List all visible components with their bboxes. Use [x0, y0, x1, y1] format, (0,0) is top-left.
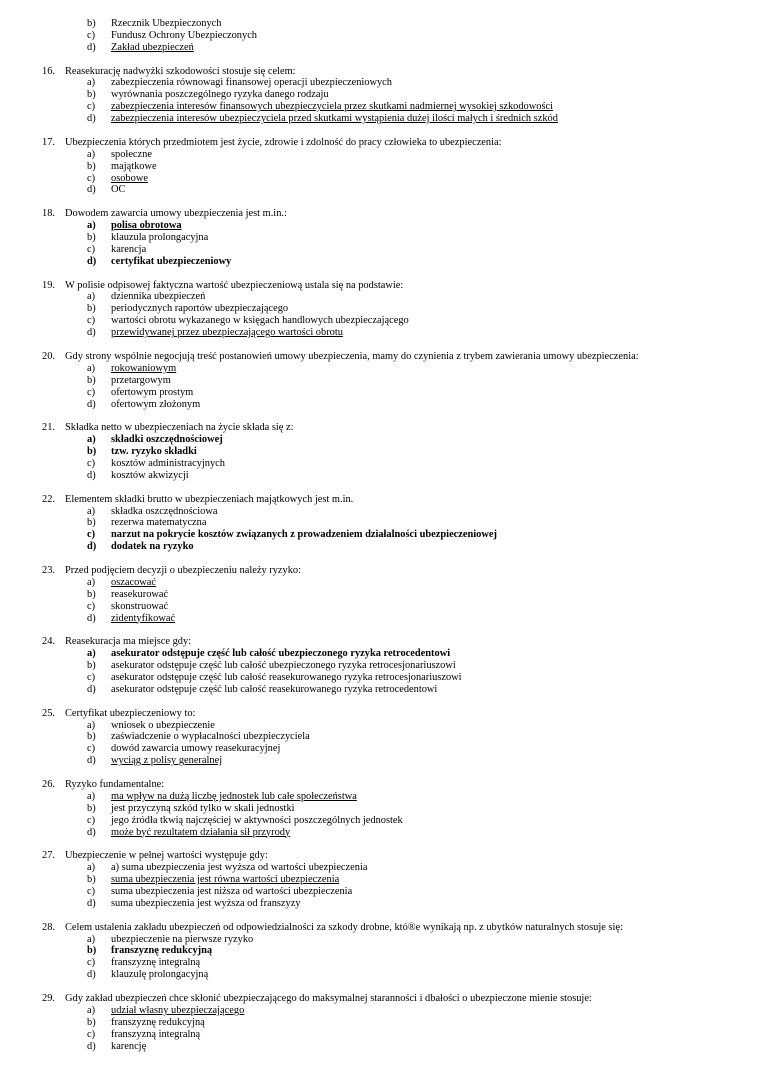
question-text: Przed podjęciem decyzji o ubezpieczeniu należy ryzyko:	[65, 564, 301, 576]
option-letter: c)	[87, 315, 96, 327]
answer-option	[0, 42, 760, 54]
question-line	[0, 66, 760, 78]
option-letter: b)	[87, 232, 96, 244]
answer-option	[0, 969, 760, 981]
option-text: skonstruować	[111, 600, 169, 612]
option-letter: b)	[87, 89, 96, 101]
question-block	[0, 922, 760, 981]
option-letter: a)	[87, 719, 96, 731]
option-text: rokowaniowym	[111, 362, 177, 374]
question-number: 29.	[42, 993, 55, 1005]
answer-option	[0, 387, 760, 399]
question-block	[0, 66, 760, 125]
option-letter: b)	[87, 18, 96, 29]
option-letter: a)	[87, 933, 96, 945]
question-block	[0, 636, 760, 695]
answer-option	[0, 589, 760, 601]
answer-option	[0, 613, 760, 625]
option-text: zidentyfikować	[111, 612, 176, 624]
option-text: zaświadczenie o wypłacalności ubezpieczyciela	[111, 731, 310, 743]
option-text: społeczne	[111, 148, 152, 160]
option-letter: d)	[87, 1040, 96, 1052]
answer-option	[0, 731, 760, 743]
option-text: rezerwa matematyczna	[111, 517, 207, 529]
option-text: wartości obrotu wykazanego w księgach handlowych ubezpieczającego	[111, 315, 409, 327]
option-letter: b)	[87, 446, 97, 458]
answer-option	[0, 803, 760, 815]
option-letter: a)	[87, 362, 96, 374]
answer-option	[0, 101, 760, 113]
option-text: zabezpieczenia interesów ubezpieczyciela przed skutkami wystąpienia dużej ilości małych i średnich szkód	[111, 113, 558, 125]
question-block	[0, 137, 760, 196]
question-block	[0, 708, 760, 767]
answer-option	[0, 244, 760, 256]
answer-option	[0, 184, 760, 196]
option-text: franszyznę redukcyjną	[111, 1016, 205, 1028]
answer-option	[0, 934, 760, 946]
question-text: Dowodem zawarcia umowy ubezpieczenia jest m.in.:	[65, 208, 287, 220]
option-text: dowód zawarcia umowy reasekuracyjnej	[111, 743, 281, 755]
answer-option	[0, 577, 760, 589]
question-line	[0, 137, 760, 149]
option-letter: c)	[87, 172, 96, 184]
answer-option	[0, 541, 760, 553]
answer-option	[0, 755, 760, 767]
answer-option	[0, 506, 760, 518]
answer-option	[0, 291, 760, 303]
option-text: narzut na pokrycie kosztów związanych z prowadzeniem działalności ubezpieczeniowej	[111, 529, 497, 541]
question-text: Reasekurację nadwyżki szkodowości stosuje się celem:	[65, 65, 296, 77]
option-letter: d)	[87, 897, 96, 909]
answer-option	[0, 791, 760, 803]
option-text: Fundusz Ochrony Ubezpieczonych	[111, 29, 258, 41]
option-text: klauzulę prolongacyjną	[111, 969, 209, 981]
option-text: asekurator odstępuje część lub całość ubezpieczonego ryzyka retrocesjonariuszowi	[111, 660, 456, 672]
option-text: a) suma ubezpieczenia jest wyższa od wartości ubezpieczenia	[111, 862, 368, 874]
question-number: 16.	[42, 65, 55, 77]
option-letter: d)	[87, 184, 96, 196]
option-letter: a)	[87, 77, 96, 89]
option-letter: c)	[87, 743, 96, 755]
question-text: Ryzyko fundamentalne:	[65, 779, 165, 790]
option-text: franszyznę redukcyjną	[111, 945, 213, 957]
option-letter: a)	[87, 648, 96, 660]
option-text: jest przyczyną szkód tylko w skali jednostki	[111, 802, 295, 814]
option-letter: b)	[87, 374, 96, 386]
answer-option	[0, 1017, 760, 1029]
option-letter: d)	[87, 683, 96, 695]
question-line	[0, 280, 760, 292]
answer-option	[0, 89, 760, 101]
question-block	[0, 208, 760, 267]
answer-option	[0, 862, 760, 874]
question-line	[0, 636, 760, 648]
option-letter: d)	[87, 969, 96, 981]
question-line	[0, 565, 760, 577]
option-letter: c)	[87, 529, 96, 541]
option-letter: c)	[87, 457, 96, 469]
question-text: Składka netto w ubezpieczeniach na życie składa się z:	[65, 422, 294, 434]
question-text: Reasekuracja ma miejsce gdy:	[65, 636, 192, 648]
option-letter: a)	[87, 790, 96, 802]
option-text: wniosek o ubezpieczenie	[111, 719, 215, 731]
answer-option	[0, 113, 760, 125]
option-letter: c)	[87, 886, 96, 898]
answer-option	[0, 743, 760, 755]
option-text: może być rezultatem działania sił przyrody	[111, 826, 291, 838]
option-letter: a)	[87, 291, 96, 303]
option-text: karencja	[111, 243, 147, 255]
answer-option	[0, 149, 760, 161]
question-text: Celem ustalenia zakładu ubezpieczeń od odpowiedzialności za szkody drobne, któ®e wynikają np. z ubytków naturalnych stosuje się:	[65, 921, 623, 933]
option-letter: d)	[87, 755, 96, 767]
answer-option	[0, 446, 760, 458]
option-letter: d)	[87, 255, 97, 267]
question-block	[0, 422, 760, 481]
option-letter: a)	[87, 434, 96, 446]
answer-option	[0, 1029, 760, 1041]
option-letter: b)	[87, 588, 96, 600]
question-number: 22.	[42, 493, 55, 505]
option-letter: d)	[87, 41, 96, 53]
option-text: suma ubezpieczenia jest wyższa od franszyzy	[111, 897, 301, 909]
option-text: zabezpieczenia równowagi finansowej operacji ubezpieczeniowych	[111, 77, 392, 89]
question-text: W polisie odpisowej faktyczna wartość ubezpieczeniową ustala się na podstawie:	[65, 279, 404, 291]
question-list	[0, 66, 760, 1053]
question-line	[0, 993, 760, 1005]
answer-option	[0, 957, 760, 969]
option-text: polisa obrotowa	[111, 220, 182, 232]
question-number: 21.	[42, 422, 55, 434]
option-text: kosztów akwizycji	[111, 469, 189, 481]
question-number: 26.	[42, 779, 55, 790]
option-letter: c)	[87, 386, 96, 398]
option-text: przetargowym	[111, 374, 171, 386]
question-text: Gdy strony wspólnie negocjują treść postanowień umowy ubezpieczenia, mamy do czynienia z trybem zawierania umowy ubezpieczenia:	[65, 350, 639, 362]
option-text: wyrównania poszczególnego ryzyka danego rodzaju	[111, 89, 329, 101]
option-letter: b)	[87, 731, 96, 743]
option-letter: b)	[87, 160, 96, 172]
question-number: 23.	[42, 564, 55, 576]
option-letter: a)	[87, 862, 96, 874]
answer-option	[0, 827, 760, 839]
option-text: asekurator odstępuje część lub całość reasekurowanego ryzyka retrocedentowi	[111, 683, 438, 695]
option-text: suma ubezpieczenia jest równa wartości ubezpieczenia	[111, 874, 340, 886]
answer-option	[0, 874, 760, 886]
answer-option	[0, 327, 760, 339]
answer-option	[0, 815, 760, 827]
option-text: dodatek na ryzyko	[111, 541, 194, 553]
option-text: wyciąg z polisy generalnej	[111, 755, 223, 767]
option-text: Rzecznik Ubezpieczonych	[111, 18, 222, 29]
option-text: reasekurować	[111, 588, 169, 600]
answer-option	[0, 77, 760, 89]
option-letter: d)	[87, 469, 96, 481]
answer-option	[0, 375, 760, 387]
option-text: przewidywanej przez ubezpieczającego wartości obrotu	[111, 327, 343, 339]
question-number: 19.	[42, 279, 55, 291]
option-letter: c)	[87, 243, 96, 255]
answer-option	[0, 30, 760, 42]
question-block	[0, 351, 760, 410]
question-number: 28.	[42, 921, 55, 933]
answer-option	[0, 161, 760, 173]
option-letter: d)	[87, 327, 96, 339]
question-number: 25.	[42, 707, 55, 719]
option-letter: b)	[87, 874, 96, 886]
answer-option	[0, 303, 760, 315]
answer-option	[0, 1005, 760, 1017]
question-block	[0, 494, 760, 553]
question-block	[0, 850, 760, 909]
option-text: ofertowym złożonym	[111, 398, 201, 410]
question-text: Gdy zakład ubezpieczeń chce skłonić ubezpieczającego do maksymalnej staranności i dbałości o ubezpieczone mienie stosuje:	[65, 993, 592, 1005]
question-text: Ubezpieczenie w pełnej wartości występuje gdy:	[65, 850, 268, 862]
question-block	[0, 993, 760, 1052]
question-block	[0, 280, 760, 339]
option-letter: b)	[87, 945, 97, 957]
answer-option	[0, 672, 760, 684]
option-letter: c)	[87, 671, 96, 683]
question-text: Elementem składki brutto w ubezpieczeniach majątkowych jest m.in.	[65, 493, 354, 505]
answer-option	[0, 434, 760, 446]
answer-option	[0, 684, 760, 696]
option-text: zabezpieczenia interesów finansowych ubezpieczyciela przez skutkami nadmiernej wysokiej szkodowości	[111, 101, 553, 113]
option-text: karencję	[111, 1040, 147, 1052]
option-letter: a)	[87, 148, 96, 160]
option-letter: c)	[87, 814, 96, 826]
question-line	[0, 922, 760, 934]
option-text: kosztów administracyjnych	[111, 457, 225, 469]
previous-question-options	[0, 18, 760, 54]
option-letter: c)	[87, 101, 96, 113]
option-letter: a)	[87, 576, 96, 588]
option-text: certyfikat ubezpieczeniowy	[111, 255, 232, 267]
option-text: udział własny ubezpieczającego	[111, 1004, 245, 1016]
option-text: klauzula prolongacyjna	[111, 232, 209, 244]
question-line	[0, 422, 760, 434]
option-letter: c)	[87, 1028, 96, 1040]
option-text: składki oszczędnościowej	[111, 434, 223, 446]
option-text: Zakład ubezpieczeń	[111, 41, 194, 53]
question-number: 18.	[42, 208, 55, 220]
option-text: asekurator odstępuje część lub całość ubezpieczonego ryzyka retrocedentowi	[111, 648, 451, 660]
answer-option	[0, 529, 760, 541]
option-text: suma ubezpieczenia jest niższa od wartości ubezpieczenia	[111, 886, 353, 898]
option-text: majątkowe	[111, 160, 157, 172]
option-letter: b)	[87, 1016, 96, 1028]
answer-option	[0, 315, 760, 327]
answer-option	[0, 458, 760, 470]
option-letter: a)	[87, 220, 96, 232]
answer-option	[0, 232, 760, 244]
option-text: oszacować	[111, 576, 156, 588]
answer-option	[0, 220, 760, 232]
answer-option	[0, 601, 760, 613]
option-text: ofertowym prostym	[111, 386, 194, 398]
answer-option	[0, 256, 760, 268]
option-letter: d)	[87, 826, 96, 838]
option-letter: c)	[87, 29, 96, 41]
answer-option	[0, 898, 760, 910]
option-letter: d)	[87, 398, 96, 410]
option-text: ubezpieczenie na pierwsze ryzyko	[111, 933, 254, 945]
question-number: 27.	[42, 850, 55, 862]
option-text: jego źródła tkwią najczęściej w aktywności poszczególnych jednostek	[111, 814, 403, 826]
question-line	[0, 494, 760, 506]
question-block	[0, 565, 760, 624]
option-text: tzw. ryzyko składki	[111, 446, 197, 458]
answer-option	[0, 363, 760, 375]
option-text: periodycznych raportów ubezpieczającego	[111, 303, 289, 315]
option-letter: c)	[87, 957, 96, 969]
answer-option	[0, 720, 760, 732]
answer-option	[0, 648, 760, 660]
question-number: 20.	[42, 350, 55, 362]
answer-option	[0, 660, 760, 672]
option-letter: d)	[87, 541, 97, 553]
option-letter: c)	[87, 600, 96, 612]
option-text: składka oszczędnościowa	[111, 505, 218, 517]
question-line	[0, 708, 760, 720]
answer-option	[0, 517, 760, 529]
option-letter: d)	[87, 612, 96, 624]
answer-option	[0, 945, 760, 957]
question-line	[0, 351, 760, 363]
answer-option	[0, 886, 760, 898]
option-letter: a)	[87, 505, 96, 517]
answer-option	[0, 173, 760, 185]
option-letter: a)	[87, 1004, 96, 1016]
question-number: 24.	[42, 636, 55, 648]
option-letter: d)	[87, 113, 96, 125]
option-text: ma wpływ na dużą liczbę jednostek lub całe społeczeństwa	[111, 790, 357, 802]
answer-option	[0, 1041, 760, 1053]
question-line	[0, 208, 760, 220]
option-text: franszyznę integralną	[111, 957, 201, 969]
option-text: franszyzną integralną	[111, 1028, 201, 1040]
question-number: 17.	[42, 136, 55, 148]
question-line	[0, 779, 760, 791]
option-letter: b)	[87, 303, 96, 315]
option-text: asekurator odstępuje część lub całość reasekurowanego ryzyka retrocesjonariuszowi	[111, 671, 462, 683]
option-letter: b)	[87, 802, 96, 814]
option-text: OC	[111, 184, 126, 196]
question-block	[0, 779, 760, 838]
answer-option	[0, 399, 760, 411]
answer-option	[0, 470, 760, 482]
question-text: Ubezpieczenia których przedmiotem jest życie, zdrowie i zdolność do pracy człowieka to ubezpieczenia:	[65, 136, 502, 148]
option-text: osobowe	[111, 172, 148, 184]
answer-option	[0, 18, 760, 30]
option-letter: b)	[87, 660, 96, 672]
question-text: Certyfikat ubezpieczeniowy to:	[65, 707, 196, 719]
option-text: dziennika ubezpieczeń	[111, 291, 206, 303]
option-letter: b)	[87, 517, 96, 529]
question-line	[0, 850, 760, 862]
